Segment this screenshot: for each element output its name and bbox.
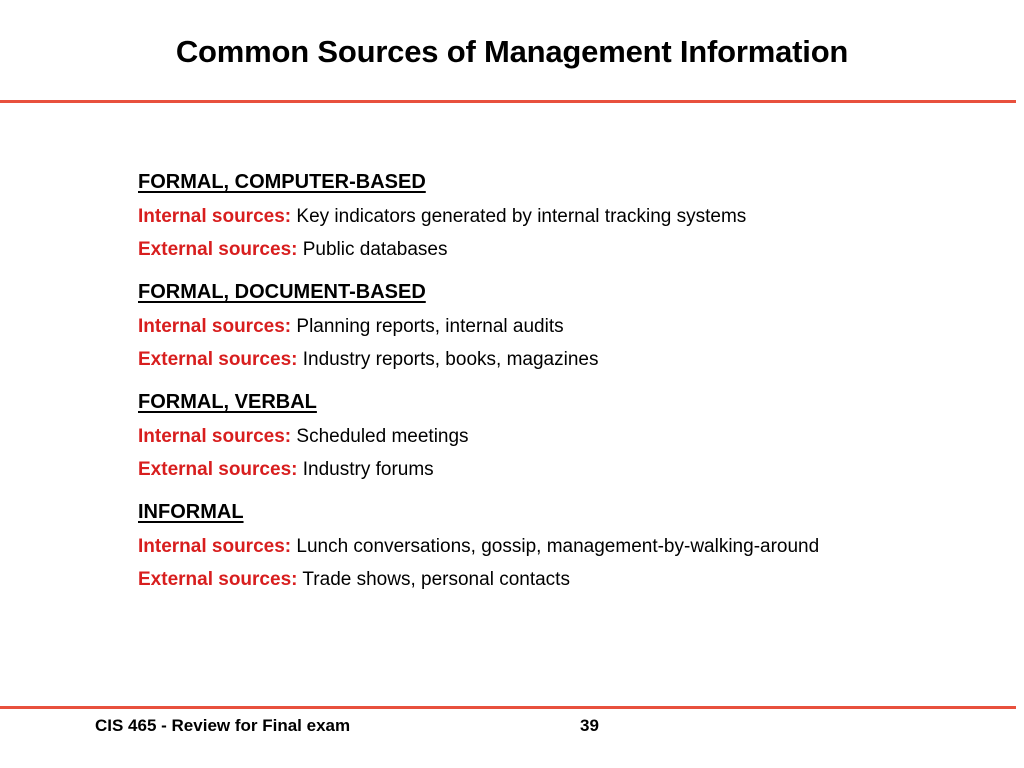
- internal-sources-label: Internal sources:: [138, 206, 292, 227]
- external-sources-label: External sources:: [138, 349, 298, 370]
- internal-sources-text: Scheduled meetings: [296, 426, 469, 447]
- internal-sources-text: Lunch conversations, gossip, management-by-walking-around: [296, 536, 820, 557]
- internal-sources-line: [138, 200, 1018, 233]
- internal-sources-text: Planning reports, internal audits: [296, 316, 564, 337]
- section-formal-computer-based: [138, 168, 1018, 266]
- internal-sources-line: [138, 420, 1018, 453]
- slide-title: Common Sources of Management Information: [175, 34, 849, 69]
- internal-sources-line: [138, 310, 1018, 343]
- external-sources-line: [138, 453, 1018, 486]
- external-sources-text: Public databases: [302, 239, 448, 260]
- section-heading: FORMAL, VERBAL: [138, 391, 317, 413]
- external-sources-label: External sources:: [138, 459, 298, 480]
- top-divider: [0, 100, 1016, 103]
- internal-sources-label: Internal sources:: [138, 426, 292, 447]
- section-formal-document-based: [138, 278, 1018, 376]
- slide-content: [138, 168, 1018, 608]
- section-heading: INFORMAL: [138, 501, 244, 523]
- internal-sources-label: Internal sources:: [138, 536, 292, 557]
- external-sources-line: [138, 563, 1018, 596]
- external-sources-label: External sources:: [138, 239, 298, 260]
- external-sources-line: [138, 233, 1018, 266]
- external-sources-text: Industry reports, books, magazines: [302, 349, 599, 370]
- external-sources-text: Industry forums: [302, 459, 434, 480]
- section-heading: FORMAL, DOCUMENT-BASED: [138, 281, 426, 303]
- external-sources-line: [138, 343, 1018, 376]
- internal-sources-text: Key indicators generated by internal tracking systems: [296, 206, 747, 227]
- external-sources-label: External sources:: [138, 569, 298, 590]
- internal-sources-line: [138, 530, 1018, 563]
- section-informal: [138, 498, 1018, 596]
- footer-page-number: 39: [580, 716, 599, 735]
- bottom-divider: [0, 706, 1016, 709]
- internal-sources-label: Internal sources:: [138, 316, 292, 337]
- section-heading: FORMAL, COMPUTER-BASED: [138, 171, 426, 193]
- footer-course-title: CIS 465 - Review for Final exam: [95, 716, 351, 735]
- section-formal-verbal: [138, 388, 1018, 486]
- external-sources-text: Trade shows, personal contacts: [302, 569, 570, 590]
